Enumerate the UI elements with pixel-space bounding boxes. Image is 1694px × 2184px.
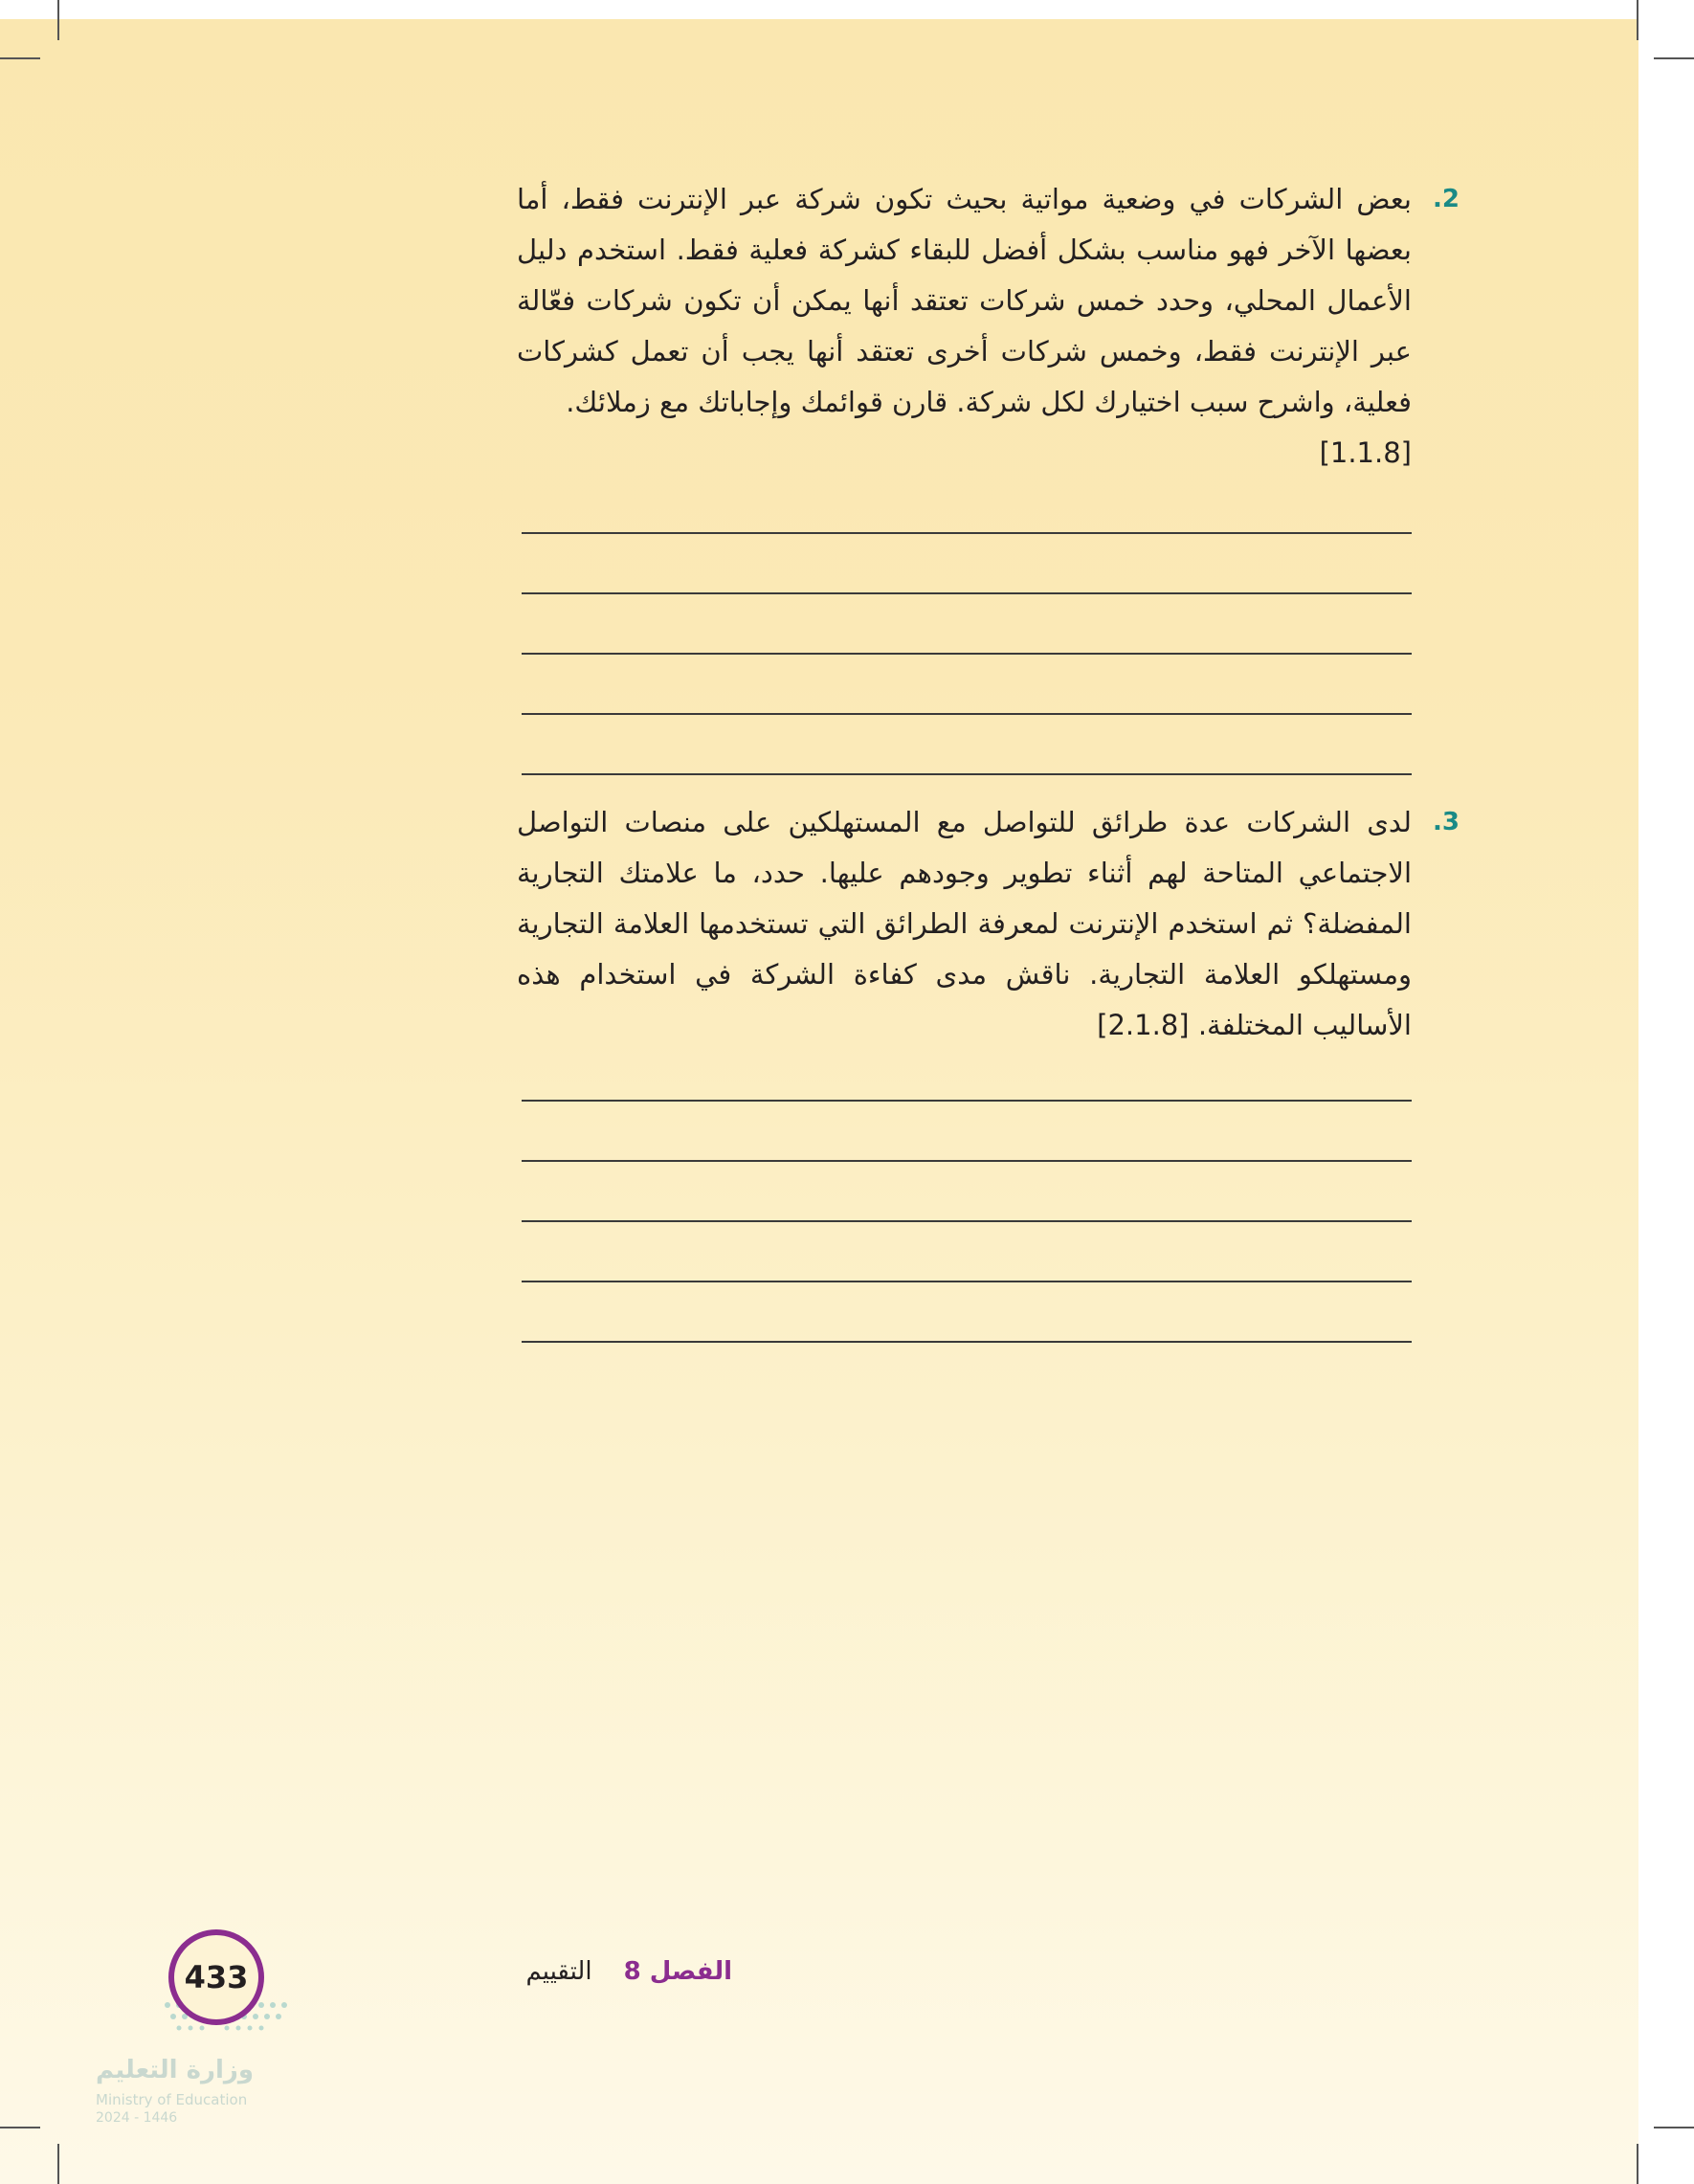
question-3-text: لدى الشركات عدة طرائق للتواصل مع المستهلكين على منصات التواصل الاجتماعي المتاحة لهم أثناء تطوير وجودهم عليها. حدد، ما علامتك التجارية المفضلة؟ ثم استخدم الإنترنت لمعرفة الطرائق التي تستخدمها العلامة التجارية ومستهلكو العلامة التجارية. ناقش مدى كفاءة الشركة في استخدام هذه الأساليب المختلفة.	[517, 806, 1412, 1041]
question-2-answer-lines	[522, 532, 1412, 834]
question-2-number: .2	[1433, 185, 1460, 213]
footer-chapter	[517, 1957, 732, 1986]
ministry-year: 2024 - 1446	[96, 2110, 178, 2126]
crop-mark	[1637, 0, 1638, 40]
question-2-text: بعض الشركات في وضعية مواتية بحيث تكون شركة عبر الإنترنت فقط، أما بعضها الآخر فهو مناسب بشكل أفضل للبقاء كشركة فعلية فقط. استخدم دليل الأعمال المحلي، وحدد خمس شركات تعتقد أنها يمكن أن تكون شركات فعّالة عبر الإنترنت فقط، وخمس شركات أخرى تعتقد أنها يجب أن تعمل كشركات فعلية، واشرح سبب اختيارك لكل شركة. قارن قوائمك وإجاباتك مع زملائك.	[517, 183, 1412, 418]
answer-line[interactable]	[522, 1220, 1412, 1222]
crop-mark	[1654, 2127, 1694, 2128]
chapter-title: التقييم	[525, 1957, 592, 1986]
question-2-reference: [1.1.8]	[1319, 436, 1412, 469]
question-3-reference: [2.1.8]	[1097, 1009, 1190, 1041]
question-3-answer-lines	[522, 1100, 1412, 1401]
crop-mark	[0, 2127, 40, 2128]
question-2	[517, 174, 1460, 479]
answer-line[interactable]	[522, 1281, 1412, 1282]
answer-line[interactable]	[522, 1341, 1412, 1343]
answer-line[interactable]	[522, 653, 1412, 655]
answer-line[interactable]	[522, 592, 1412, 594]
crop-mark	[1654, 57, 1694, 59]
answer-line[interactable]	[522, 773, 1412, 775]
answer-line[interactable]	[522, 532, 1412, 534]
crop-mark	[1637, 2144, 1638, 2184]
answer-line[interactable]	[522, 1160, 1412, 1162]
question-3	[517, 797, 1460, 1051]
page-number: 433	[168, 1929, 264, 2025]
answer-line[interactable]	[522, 1100, 1412, 1102]
chapter-label: الفصل 8	[623, 1957, 732, 1986]
ministry-english-name: Ministry of Education	[96, 2091, 248, 2108]
crop-mark	[57, 0, 59, 40]
answer-line[interactable]	[522, 713, 1412, 715]
ministry-arabic-name: وزارة التعليم	[96, 2056, 254, 2084]
crop-mark	[57, 2144, 59, 2184]
question-3-number: .3	[1433, 808, 1460, 836]
crop-mark	[0, 57, 40, 59]
